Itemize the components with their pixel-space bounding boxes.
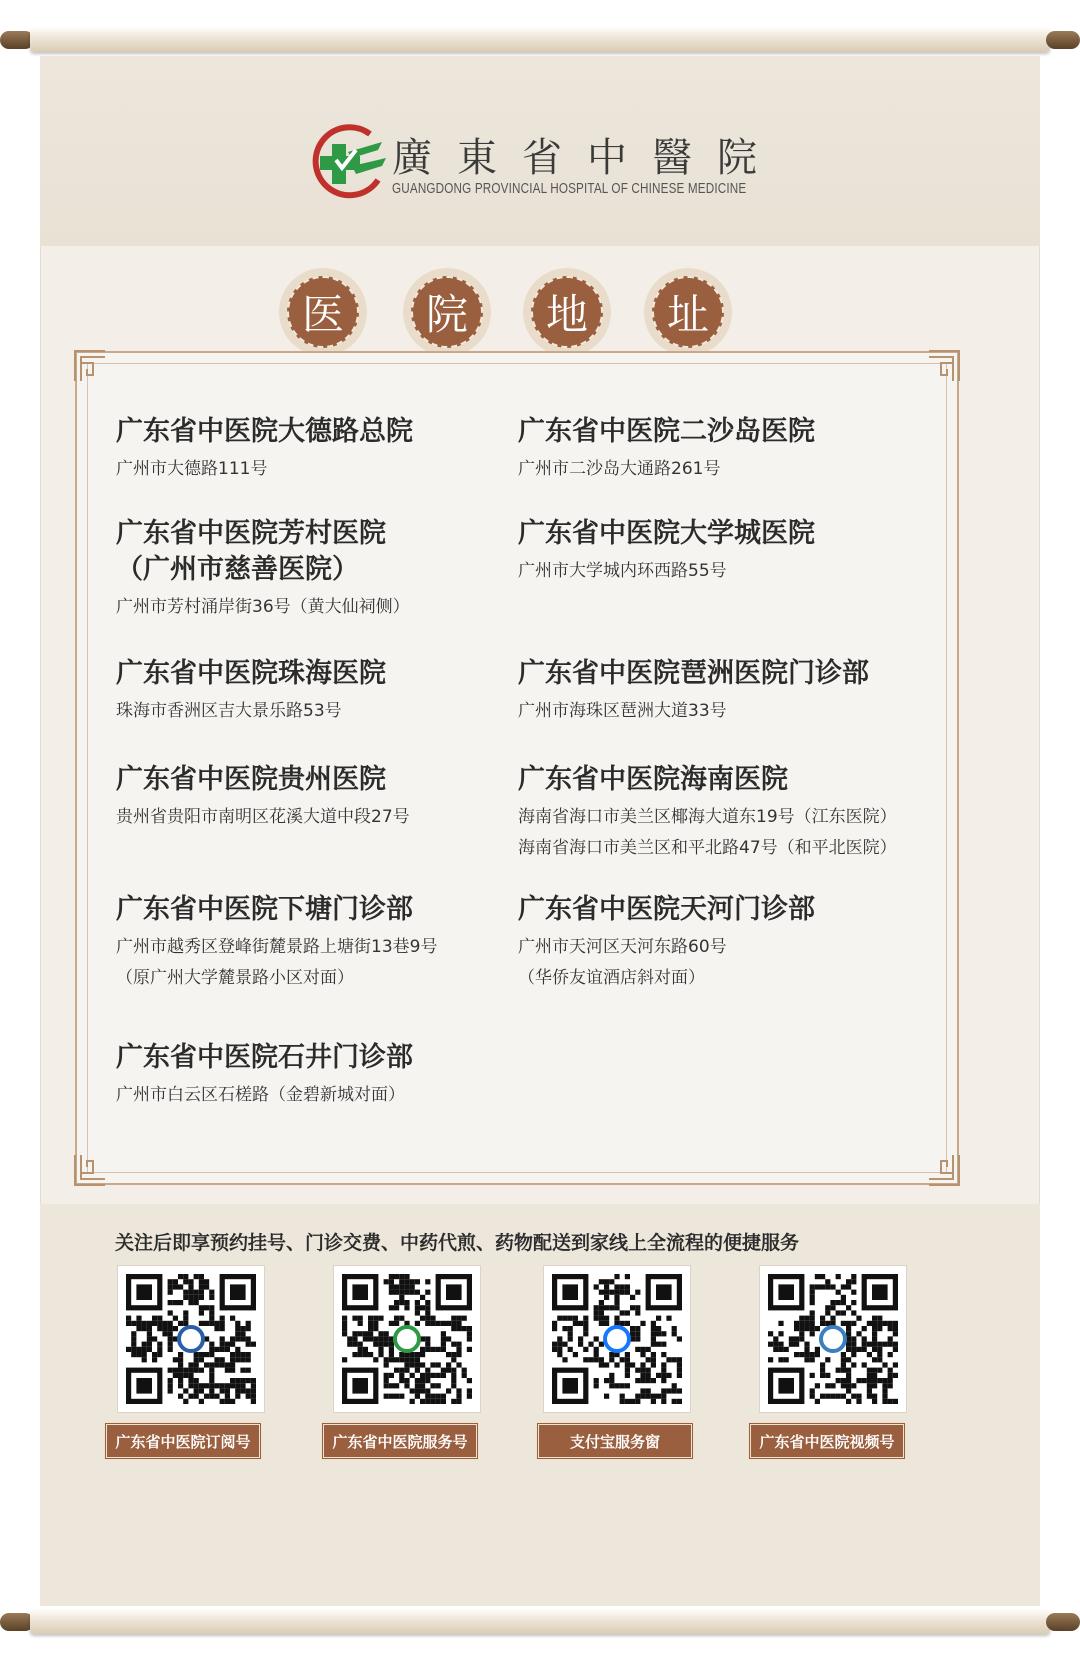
location-name: 广东省中医院芳村医院 （广州市慈善医院）: [116, 518, 386, 585]
location-address: 广州市大德路111号: [116, 459, 268, 479]
location-entry: [116, 414, 413, 485]
qr-code-icon: [762, 1268, 904, 1410]
location-entry: [116, 762, 410, 833]
location-entry: [518, 762, 897, 864]
rod-bar: [30, 28, 1050, 52]
location-entry: [518, 516, 815, 587]
location-entry: [518, 414, 815, 485]
top-scroll-rod: [0, 22, 1080, 58]
title-char-1: 医: [279, 268, 367, 356]
qr-code-icon: [336, 1268, 478, 1410]
frame-corner-ornament: [927, 349, 961, 383]
location-entry: [518, 892, 815, 994]
location-entry: [518, 656, 869, 727]
qr-label-video[interactable]: 广东省中医院视频号: [748, 1422, 906, 1460]
footer-service-text: 关注后即享预约挂号、门诊交费、中药代煎、药物配送到家线上全流程的便捷服务: [115, 1232, 800, 1254]
location-address: 广州市天河区天河东路60号: [518, 937, 727, 957]
location-address: 海南省海口市美兰区椰海大道东19号（江东医院）: [518, 807, 897, 827]
location-name: 广东省中医院琶洲医院门诊部: [518, 658, 869, 689]
location-name: 广东省中医院大德路总院: [116, 416, 413, 447]
qr-label-subscription[interactable]: 广东省中医院订阅号: [104, 1422, 262, 1460]
location-name: 广东省中医院下塘门诊部: [116, 894, 413, 925]
qr-label-service[interactable]: 广东省中医院服务号: [321, 1422, 479, 1460]
hospital-logo-icon: [308, 122, 388, 202]
hospital-name-en: GUANGDONG PROVINCIAL HOSPITAL OF CHINESE MEDICINE: [392, 180, 747, 197]
rod-cap-left: [0, 1613, 34, 1631]
frame-corner-ornament: [73, 1153, 107, 1187]
qr-code-video[interactable]: [760, 1266, 906, 1412]
location-entry: [116, 516, 410, 623]
rod-cap-left: [0, 31, 34, 49]
location-entry: [116, 656, 386, 727]
location-address: 贵州省贵阳市南明区花溪大道中段27号: [116, 807, 410, 827]
qr-code-subscription[interactable]: [118, 1266, 264, 1412]
location-address: 珠海市香洲区吉大景乐路53号: [116, 701, 342, 721]
qr-code-service[interactable]: [334, 1266, 480, 1412]
location-name: 广东省中医院海南医院: [518, 764, 788, 795]
location-entry: [116, 892, 437, 994]
rod-cap-right: [1046, 1613, 1080, 1631]
location-address: 广州市海珠区琶洲大道33号: [518, 701, 727, 721]
qr-code-icon: [120, 1268, 262, 1410]
location-entry: [116, 1040, 413, 1111]
location-name: 广东省中医院石井门诊部: [116, 1042, 413, 1073]
hospital-logo: [308, 122, 782, 202]
location-address: 海南省海口市美兰区和平北路47号（和平北医院）: [518, 838, 897, 858]
location-address: 广州市芳村涌岸街36号（黄大仙祠侧）: [116, 597, 410, 617]
title-char-3: 地: [523, 268, 611, 356]
location-name: 广东省中医院二沙岛医院: [518, 416, 815, 447]
location-address: 广州市大学城内环西路55号: [518, 561, 727, 581]
frame-corner-ornament: [927, 1153, 961, 1187]
location-name: 广东省中医院贵州医院: [116, 764, 386, 795]
bottom-scroll-rod: [0, 1604, 1080, 1640]
title-char-2: 院: [403, 268, 491, 356]
location-address: 广州市白云区石槎路（金碧新城对面）: [116, 1085, 405, 1105]
qr-code-alipay[interactable]: [544, 1266, 690, 1412]
location-address-note: （华侨友谊酒店斜对面）: [518, 968, 705, 988]
hospital-name-cn: 廣東省中醫院: [392, 135, 782, 181]
qr-code-icon: [546, 1268, 688, 1410]
location-address-note: （原广州大学麓景路小区对面）: [116, 968, 354, 988]
rod-bar: [30, 1610, 1050, 1634]
rod-cap-right: [1046, 31, 1080, 49]
title-char-4: 址: [644, 268, 732, 356]
qr-label-alipay[interactable]: 支付宝服务窗: [536, 1422, 694, 1460]
location-name: 广东省中医院大学城医院: [518, 518, 815, 549]
location-name: 广东省中医院天河门诊部: [518, 894, 815, 925]
poster-scroll: [40, 56, 1040, 1606]
location-address: 广州市二沙岛大通路261号: [518, 459, 721, 479]
frame-corner-ornament: [73, 349, 107, 383]
location-address: 广州市越秀区登峰街麓景路上塘街13巷9号: [116, 937, 438, 957]
location-name: 广东省中医院珠海医院: [116, 658, 386, 689]
